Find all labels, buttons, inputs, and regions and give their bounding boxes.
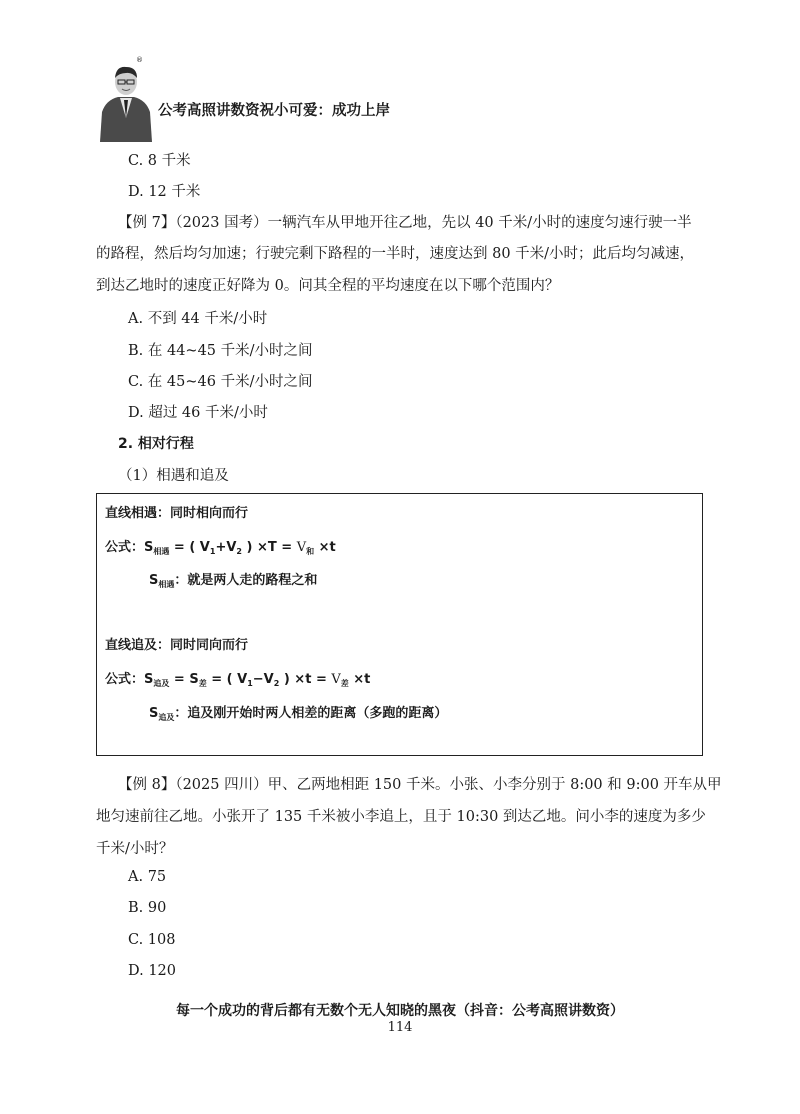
meet-v-sub: 和 — [306, 547, 315, 556]
example8-line1: 【例 8】（2025 四川）甲、乙两地相距 150 千米。小张、小李分别于 8:00 和 9:00 开车从甲 — [118, 777, 722, 793]
meet-s-sub: 相遇 — [153, 547, 170, 556]
option-d-prev: D. 12 千米 — [128, 184, 201, 200]
chase-desc-sub: 追及 — [158, 713, 175, 722]
cv1-sub: 1 — [247, 679, 253, 688]
author-photo — [96, 56, 156, 142]
option-c-prev: C. 8 千米 — [128, 153, 191, 169]
chase-mid: = S — [169, 672, 199, 687]
example7-option-d: D. 超过 46 千米/小时 — [128, 405, 268, 421]
section-subtitle: （1）相遇和追及 — [118, 468, 229, 484]
chase-title: 直线追及：同时同向而行 — [105, 638, 249, 653]
meet-s: S — [144, 540, 154, 555]
meet-desc-sub: 相遇 — [158, 580, 175, 589]
meet-tail: ×t — [314, 540, 336, 555]
example8-option-d: D. 120 — [128, 963, 177, 979]
example7-line2: 的路程，然后均匀加速；行驶完剩下路程的一半时，速度达到 80 千米/小时；此后均匀减速， — [96, 246, 695, 262]
chase-description — [149, 702, 447, 721]
example7-line3: 到达乙地时的速度正好降为 0。问其全程的平均速度在以下哪个范围内？ — [96, 278, 560, 294]
meet-desc-text: ：就是两人走的路程之和 — [174, 573, 318, 588]
meet-eq1: = ( V — [169, 540, 210, 555]
chase-v: V — [331, 672, 341, 687]
section-title: 2. 相对行程 — [118, 436, 194, 452]
meet-plus: +V — [215, 540, 237, 555]
cv2-sub: 2 — [273, 679, 280, 688]
example7-option-b: B. 在 44~45 千米/小时之间 — [128, 343, 313, 359]
example8-option-c: C. 108 — [128, 932, 176, 948]
formula-label-2: 公式： — [105, 672, 145, 687]
footer-slogan: 每一个成功的背后都有无数个无人知晓的黑夜（抖音：公考高照讲数资） — [176, 1003, 624, 1019]
meet-v: V — [296, 540, 307, 555]
formula-box — [96, 493, 703, 756]
chase-minus: −V — [252, 672, 274, 687]
page-number: 114 — [387, 1020, 413, 1035]
chase-desc-s: S — [149, 706, 159, 721]
chase-formula — [105, 668, 370, 687]
v1-sub: 1 — [209, 547, 216, 556]
example8-option-a: A. 75 — [128, 869, 167, 885]
header-title: 公考高照讲数资祝小可爱：成功上岸 — [158, 103, 390, 119]
example7-option-a: A. 不到 44 千米/小时 — [128, 311, 268, 327]
formula-label: 公式： — [105, 540, 145, 555]
v2-sub: 2 — [236, 547, 242, 556]
chase-s-sub: 追及 — [153, 679, 170, 688]
example7-line1: 【例 7】（2023 国考）一辆汽车从甲地开往乙地，先以 40 千米/小时的速度匀速行驶一半 — [118, 215, 692, 231]
author-photo-image — [96, 60, 156, 142]
chase-eq1: = ( V — [206, 672, 248, 687]
meet-eq2: ) ×T = — [242, 540, 297, 555]
meet-description — [149, 569, 317, 588]
chase-eq2: ) ×t = — [279, 672, 332, 687]
example8-line3: 千米/小时？ — [96, 841, 174, 857]
chase-v-sub: 差 — [340, 679, 349, 688]
chase-diff-sub: 差 — [198, 679, 207, 688]
meet-formula — [105, 536, 336, 555]
example8-option-b: B. 90 — [128, 900, 167, 916]
registered-mark: ® — [136, 56, 143, 64]
example8-line2: 地匀速前往乙地。小张开了 135 千米被小李追上，且于 10:30 到达乙地。问小李的速度为多少 — [96, 809, 706, 825]
meet-desc-s: S — [149, 573, 159, 588]
chase-desc-text: ：追及刚开始时两人相差的距离（多跑的距离） — [174, 706, 448, 721]
chase-s: S — [144, 672, 154, 687]
meet-title: 直线相遇：同时相向而行 — [105, 506, 249, 521]
example7-option-c: C. 在 45~46 千米/小时之间 — [128, 374, 313, 390]
chase-tail: ×t — [348, 672, 371, 687]
